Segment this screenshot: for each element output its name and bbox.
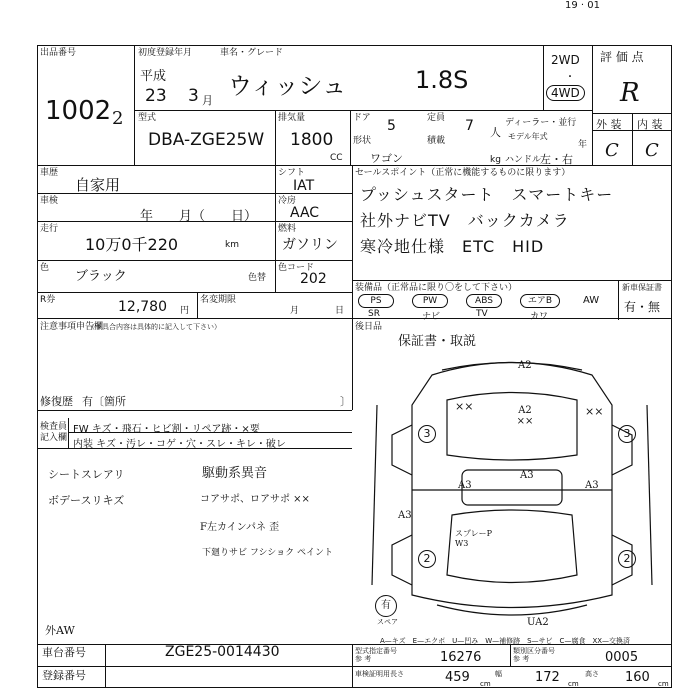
- kg-label: kg: [490, 155, 501, 165]
- ext-label: 外 装: [596, 118, 622, 131]
- height: 160: [625, 670, 650, 685]
- mark-hood: A2 ××: [516, 405, 534, 427]
- dims-label: 車検証明用: [355, 670, 390, 678]
- handle-value: 左・右: [540, 153, 573, 166]
- equip-ps: PS: [358, 294, 394, 308]
- mark-roof: A3: [520, 470, 534, 481]
- drive-2wd: 2WD: [551, 53, 580, 67]
- history-label: 車歴: [40, 168, 59, 178]
- recycle-label: R券: [40, 295, 56, 305]
- shift: IAT: [293, 178, 315, 194]
- eval-score: R: [620, 78, 640, 108]
- length-label: 長さ: [390, 670, 404, 678]
- length-unit: cm: [480, 680, 491, 688]
- equip-aw: AW: [583, 295, 600, 306]
- warranty-label: 新車保証書: [622, 283, 662, 292]
- mark-door-left: A3: [458, 480, 472, 491]
- cc-unit: CC: [330, 153, 343, 163]
- note-drive: 駆動系異音: [202, 466, 268, 481]
- ac: AAC: [290, 205, 320, 221]
- drive-dot: ・: [565, 72, 575, 83]
- notes-sub: （不具合内容は具体的に記入して下さい）: [88, 323, 221, 331]
- shift-label: シフト: [278, 168, 306, 178]
- class-number: 0005: [605, 650, 639, 665]
- spare-label: スペア: [377, 618, 398, 626]
- lot-label: 出品番号: [40, 48, 77, 58]
- reg-year: 23: [145, 86, 167, 106]
- mark-side-left: A3: [398, 510, 412, 521]
- eval-label: 評 価 点: [600, 50, 644, 64]
- inspection-value: 年 月（ 日）: [140, 209, 258, 224]
- dealer-label: ディーラー・並行: [505, 118, 577, 128]
- drive-4wd: 4WD: [546, 85, 585, 101]
- chassis-number: ZGE25-0014430: [165, 644, 280, 660]
- doors: 5: [387, 118, 396, 134]
- sales-line-2: 社外ナビTV バックカメラ: [360, 211, 570, 230]
- history-value: 自家用: [75, 176, 121, 194]
- door-label: ドア: [353, 113, 371, 123]
- equip-sr: SR: [368, 309, 380, 319]
- handle-label: ハンドル: [505, 155, 542, 165]
- width-label: 幅: [495, 670, 502, 678]
- mark-fender-left: ××: [455, 400, 474, 413]
- mark-wheel-fl: 3: [418, 425, 436, 443]
- int-score: C: [645, 140, 659, 161]
- car-name: ウィッシュ: [228, 72, 347, 100]
- mark-rear: UA2: [527, 617, 549, 628]
- nc-day-unit: 日: [335, 306, 345, 316]
- note-underbody: 下廻りサビ フシショク ペイント: [202, 548, 333, 558]
- person-unit: 人: [490, 126, 501, 139]
- shape-value: ワゴン: [370, 152, 403, 165]
- attached-label: 後日品: [355, 322, 383, 332]
- repair-history-value: 有〔箇所: [82, 395, 126, 408]
- fuel-label: 燃料: [278, 224, 297, 234]
- mileage: 10万0千220: [85, 235, 179, 254]
- height-unit: cm: [658, 680, 669, 688]
- inspector-label-2: 記入欄: [40, 433, 68, 443]
- mark-rear-quarter: スプレーP W3: [455, 529, 493, 548]
- ac-label: 冷房: [278, 196, 297, 206]
- type-no-label: 型式指定番号 参 考: [355, 647, 397, 663]
- recycle-fee: 12,780: [118, 299, 167, 315]
- sales-line-3: 寒冷地仕様 ETC HID: [360, 237, 545, 256]
- first-reg-label: 初度登録年月: [138, 48, 193, 58]
- height-label: 高さ: [585, 670, 599, 678]
- mileage-label: 走行: [40, 224, 59, 234]
- width: 172: [535, 670, 560, 685]
- ext-score: C: [605, 140, 619, 161]
- grade: 1.8S: [415, 66, 469, 94]
- mark-wheel-rl: 2: [418, 550, 436, 568]
- damage-legend: A—キズ E—エクボ U—凹み W—補修跡 S—サビ C—腐食 XX—交換済: [380, 637, 631, 645]
- load-label: 積載: [427, 136, 446, 146]
- year-unit: 年: [578, 140, 588, 150]
- model-year-label: モデル年式: [508, 132, 548, 141]
- repair-bracket: 〕: [340, 395, 351, 408]
- note-outer-aw: 外AW: [45, 624, 75, 637]
- nc-month-unit: 月: [290, 306, 300, 316]
- int-check-text: 内装 キズ・汚レ・コゲ・穴・スレ・キレ・破レ: [73, 439, 286, 450]
- era: 平成: [140, 69, 167, 84]
- sales-line-1: プッシュスタート スマートキー: [360, 185, 614, 204]
- model-code: DBA-ZGE25W: [148, 130, 265, 150]
- equipment-label: 装備品（正常品に限り〇をして下さい）: [355, 283, 518, 293]
- inspector-label-1: 検査員: [40, 422, 68, 432]
- disp-label: 排気量: [278, 113, 306, 123]
- note-body: ボデースリキズ: [48, 494, 125, 507]
- width-unit: cm: [568, 680, 579, 688]
- lot-mark: 2: [112, 108, 124, 129]
- model-label: 型式: [138, 113, 157, 123]
- color: ブラック: [75, 269, 127, 284]
- reg-month: 3: [188, 86, 199, 106]
- int-label: 内 装: [637, 118, 663, 131]
- note-core-support: コアサポ、ロアサポ ××: [200, 494, 310, 505]
- km-unit: km: [225, 240, 239, 250]
- equip-pw: PW: [412, 294, 448, 308]
- mark-door-right: A3: [585, 480, 599, 491]
- equip-tv: TV: [476, 309, 488, 319]
- repair-history-label: 修復歴: [40, 395, 73, 408]
- displacement: 1800: [290, 130, 334, 150]
- capacity: 7: [465, 118, 474, 134]
- equip-leather: カワ: [530, 312, 549, 322]
- mark-front: A2: [518, 360, 532, 371]
- yen-unit: 円: [180, 306, 190, 316]
- warranty-value: 有・無: [624, 300, 661, 314]
- lot-number: 1002: [45, 96, 112, 126]
- note-panel: F左カインパネ 歪: [200, 522, 280, 533]
- color-label: 色: [40, 263, 50, 273]
- color-code-label: 色コード: [278, 263, 315, 273]
- capacity-label: 定員: [427, 113, 446, 123]
- inspection-label: 車検: [40, 196, 59, 206]
- mark-fender-right: ××: [585, 405, 604, 418]
- note-seat: シートスレアリ: [48, 468, 125, 481]
- month-unit: 月: [202, 94, 213, 107]
- ext-check-text: FW キズ・飛石・ヒビ割・リペア跡・×要: [73, 424, 260, 435]
- equip-abs: ABS: [466, 294, 502, 308]
- shape-label: 形状: [353, 136, 372, 146]
- mark-wheel-rr: 2: [618, 550, 636, 568]
- mark-wheel-fr: 3: [618, 425, 636, 443]
- color-change-label: 色替: [248, 273, 267, 283]
- name-change-label: 名変期限: [200, 295, 237, 305]
- notes-label: 注意事項申告欄: [40, 322, 104, 332]
- type-number: 16276: [440, 650, 482, 665]
- sales-label: セールスポイント（正常に機能するものに限ります）: [355, 168, 571, 178]
- class-no-label: 類別区分番号 参 考: [513, 647, 555, 663]
- car-body-diagram: [352, 345, 672, 645]
- color-code: 202: [300, 271, 327, 287]
- length: 459: [445, 670, 470, 685]
- carname-label: 車名・グレード: [220, 48, 284, 58]
- corner-number: 19 · 01: [565, 0, 600, 11]
- fuel: ガソリン: [282, 237, 338, 253]
- chassis-label: 車台番号: [42, 646, 86, 659]
- equip-airbag: エアB: [520, 294, 560, 308]
- equip-navi: ナビ: [422, 312, 441, 322]
- spare-tire-mark: 有: [375, 595, 397, 617]
- reg-number-label: 登録番号: [42, 669, 86, 682]
- attached-value: 保証書・取説: [398, 334, 477, 349]
